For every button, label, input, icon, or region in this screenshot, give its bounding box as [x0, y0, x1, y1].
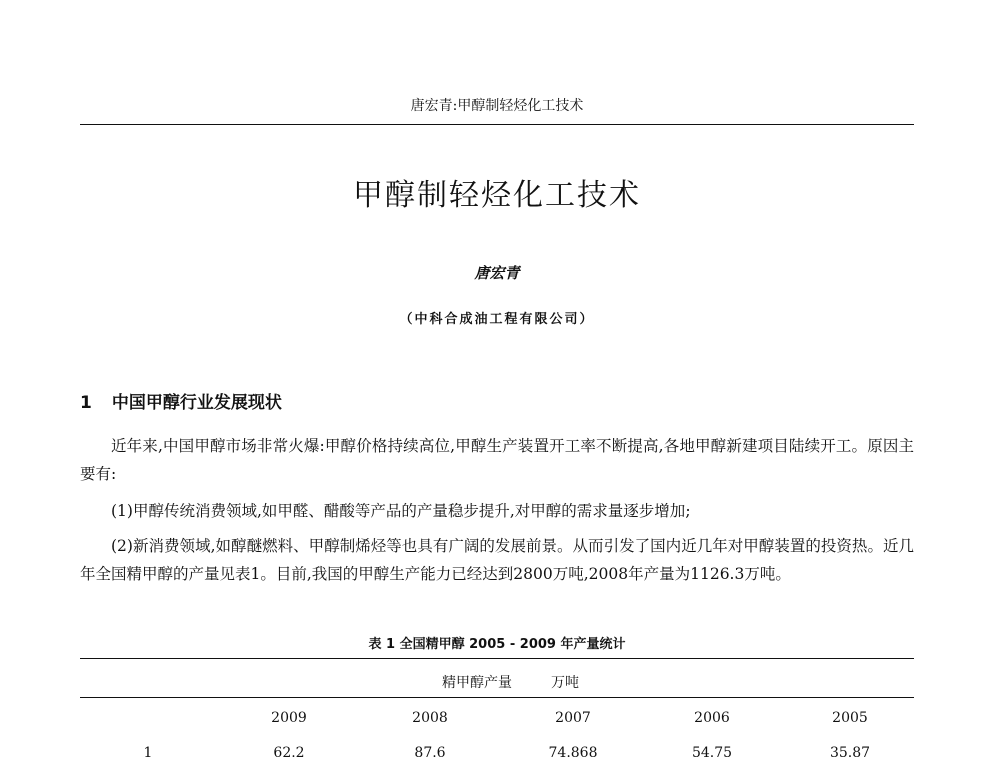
- value-cell: 62.2: [273, 745, 305, 761]
- row-label: 1: [143, 745, 153, 761]
- paragraph-reason-1: (1)甲醇传统消费领域,如甲醛、醋酸等产品的产量稳步提升,对甲醇的需求量逐步增加;: [111, 502, 691, 520]
- table-header-rule: [80, 697, 914, 698]
- year-cell: 2009: [271, 710, 307, 726]
- unit-label: 万吨: [551, 675, 579, 691]
- affiliation: （中科合成油工程有限公司）: [399, 312, 595, 327]
- section-heading: [80, 388, 282, 413]
- value-cell: 35.87: [829, 745, 871, 761]
- section-title: 中国甲醇行业发展现状: [111, 393, 282, 413]
- table-caption: 表 1 全国精甲醇 2005 - 2009 年产量统计: [368, 637, 626, 652]
- year-cell: 2006: [694, 710, 730, 726]
- quantity-label: 精甲醇产量: [442, 675, 512, 691]
- value-cell: 54.75: [691, 745, 733, 761]
- year-cell: 2008: [412, 710, 448, 726]
- paper-title: 甲醇制轻烃化工技术: [353, 178, 641, 213]
- value-cell: 87.6: [414, 745, 446, 761]
- paragraph-reason-2: (2)新消费领域,如醇醚燃料、甲醇制烯烃等也具有广阔的发展前景。从而引发了国内近几年对甲醇装置的投资热。近几年全国精甲醇的产量见表1。目前,我国的甲醇生产能力已经达到2800万吨,2008年产量为1126.3万吨。: [80, 537, 914, 583]
- year-cell: 2007: [555, 710, 591, 726]
- value-cell: 74.868: [548, 745, 598, 761]
- year-cell: 2005: [832, 710, 868, 726]
- section-number: 1: [80, 393, 92, 413]
- header-rule: [80, 124, 914, 125]
- table-top-rule: [80, 658, 914, 659]
- author: 唐宏青: [474, 264, 520, 282]
- running-header: 唐宏青:甲醇制轻烃化工技术: [410, 98, 584, 114]
- paragraph-intro: 近年来,中国甲醇市场非常火爆:甲醇价格持续高位,甲醇生产装置开工率不断提高,各地甲醇新建项目陆续开工。原因主要有:: [80, 437, 914, 483]
